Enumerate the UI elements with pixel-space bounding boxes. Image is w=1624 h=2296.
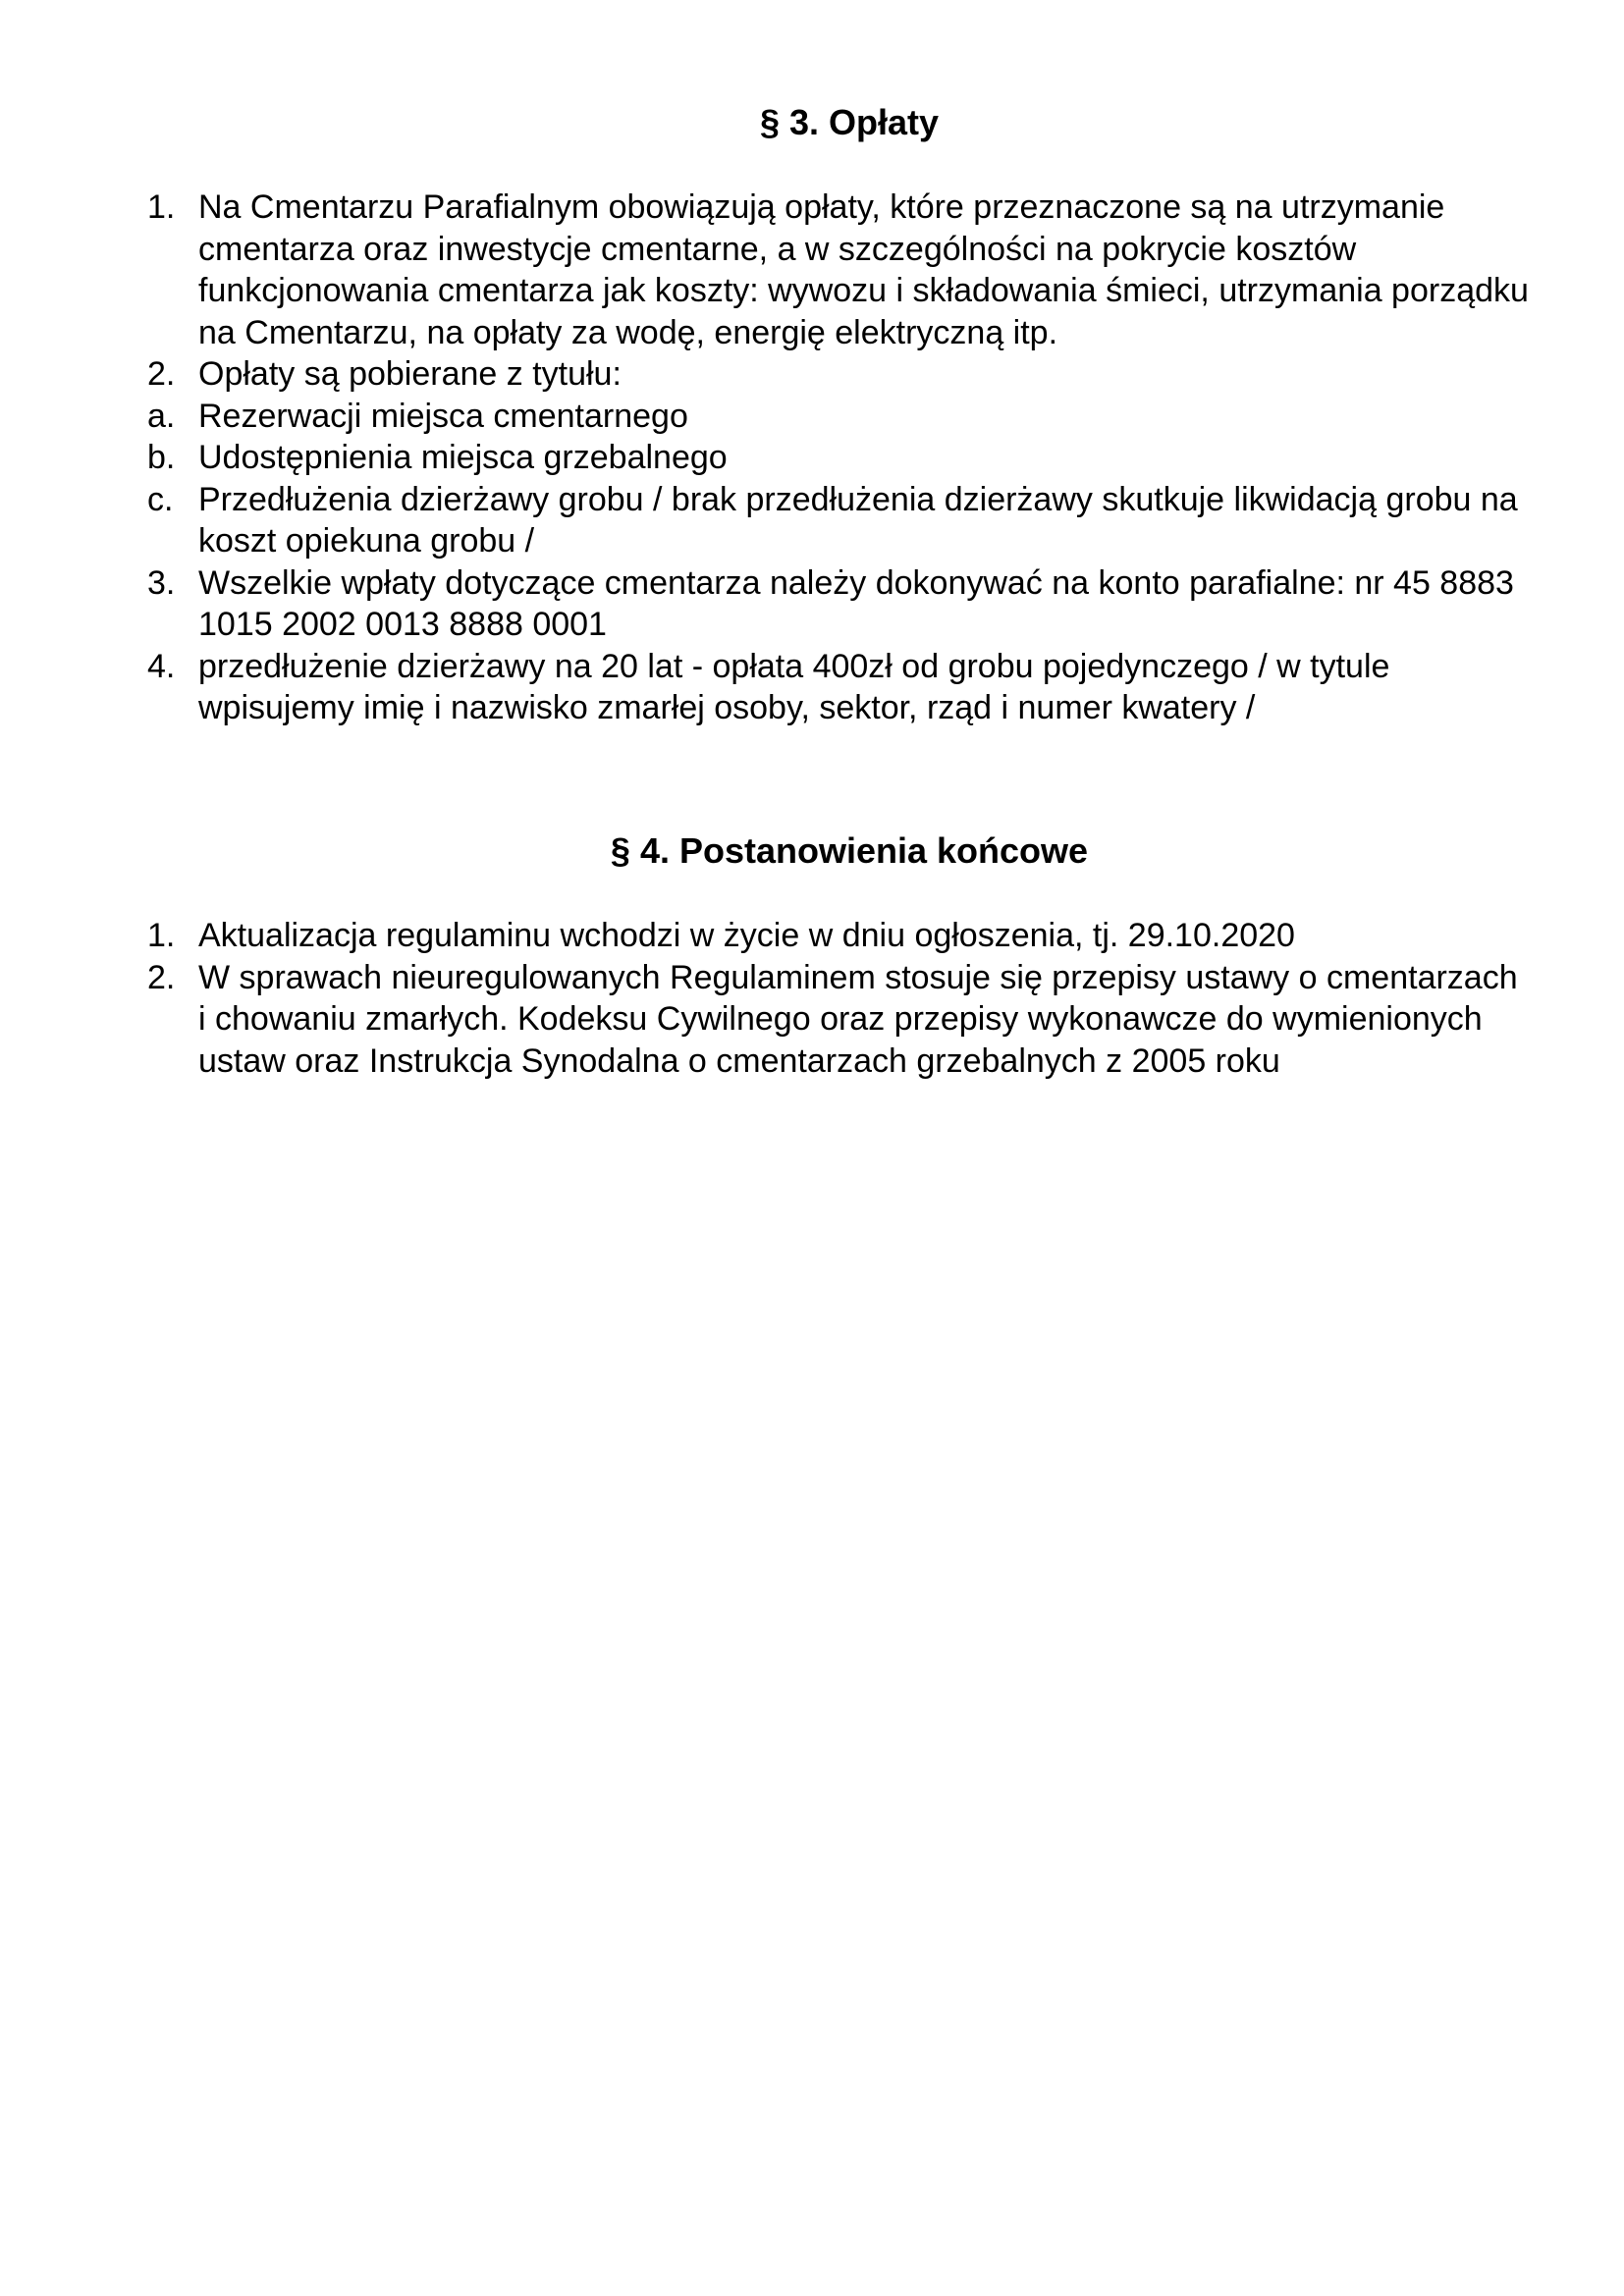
list-item-text: Udostępnienia miejsca grzebalnego [198,439,728,476]
list-item [147,353,1532,396]
list-item [147,957,1532,1083]
list-item-text: Rezerwacji miejsca cmentarnego [198,397,688,435]
list-item [147,915,1532,957]
list-item [147,437,1532,479]
list-marker: 3. [147,563,176,602]
list-item [147,562,1532,646]
list-item-text: Na Cmentarzu Parafialnym obowiązują opłaty, które przeznaczone są na utrzymanie cmentarza oraz inwestycje cmentarne, a w szczególności na pokrycie kosztów funkcjonowania cmentarza jak koszty: wywozu i składowania śmieci, utrzymania porządku na Cmentarzu, na opłaty za wodę, energię elektryczną itp. [198,188,1529,351]
list-item-text: Aktualizacja regulaminu wchodzi w życie w dniu ogłoszenia, tj. 29.10.2020 [198,917,1295,954]
list-marker: 2. [147,355,176,393]
list-marker: c. [147,480,174,518]
list-item-text: Wszelkie wpłaty dotyczące cmentarza należy dokonywać na konto parafialne: nr 45 8883 1015 2002 0013 8888 0001 [198,563,1514,643]
section-heading: § 3. Opłaty [759,102,940,142]
list-item-text: Przedłużenia dzierżawy grobu / brak przedłużenia dzierżawy skutkuje likwidacją grobu na koszt opiekuna grobu / [198,480,1518,560]
list-marker: 4. [147,647,176,685]
fees-list [147,187,1532,729]
list-item [147,479,1532,562]
list-item [147,187,1532,353]
list-item-text: W sprawach nieuregulowanych Regulaminem stosuje się przepisy ustawy o cmentarzach i chowaniu zmarłych. Kodeksu Cywilnego oraz przepisy wykonawcze do wymienionych ustaw oraz Instrukcja Synodalna o cmentarzach grzebalnych z 2005 roku [198,958,1518,1080]
list-marker: 2. [147,958,176,996]
section-oplaty [147,98,1532,729]
list-item [147,396,1532,438]
list-item [147,646,1532,729]
section-heading: § 4. Postanowienia końcowe [610,830,1089,871]
list-marker: 1. [147,188,176,226]
list-marker: 1. [147,917,176,954]
section-postanowienia-koncowe [147,827,1532,1082]
list-item-text: Opłaty są pobierane z tytułu: [198,355,622,393]
list-marker: b. [147,439,176,476]
list-marker: a. [147,397,176,435]
final-provisions-list [147,915,1532,1082]
list-item-text: przedłużenie dzierżawy na 20 lat - opłata 400zł od grobu pojedynczego / w tytule wpisujemy imię i nazwisko zmarłej osoby, sektor, rząd i numer kwatery / [198,647,1390,726]
